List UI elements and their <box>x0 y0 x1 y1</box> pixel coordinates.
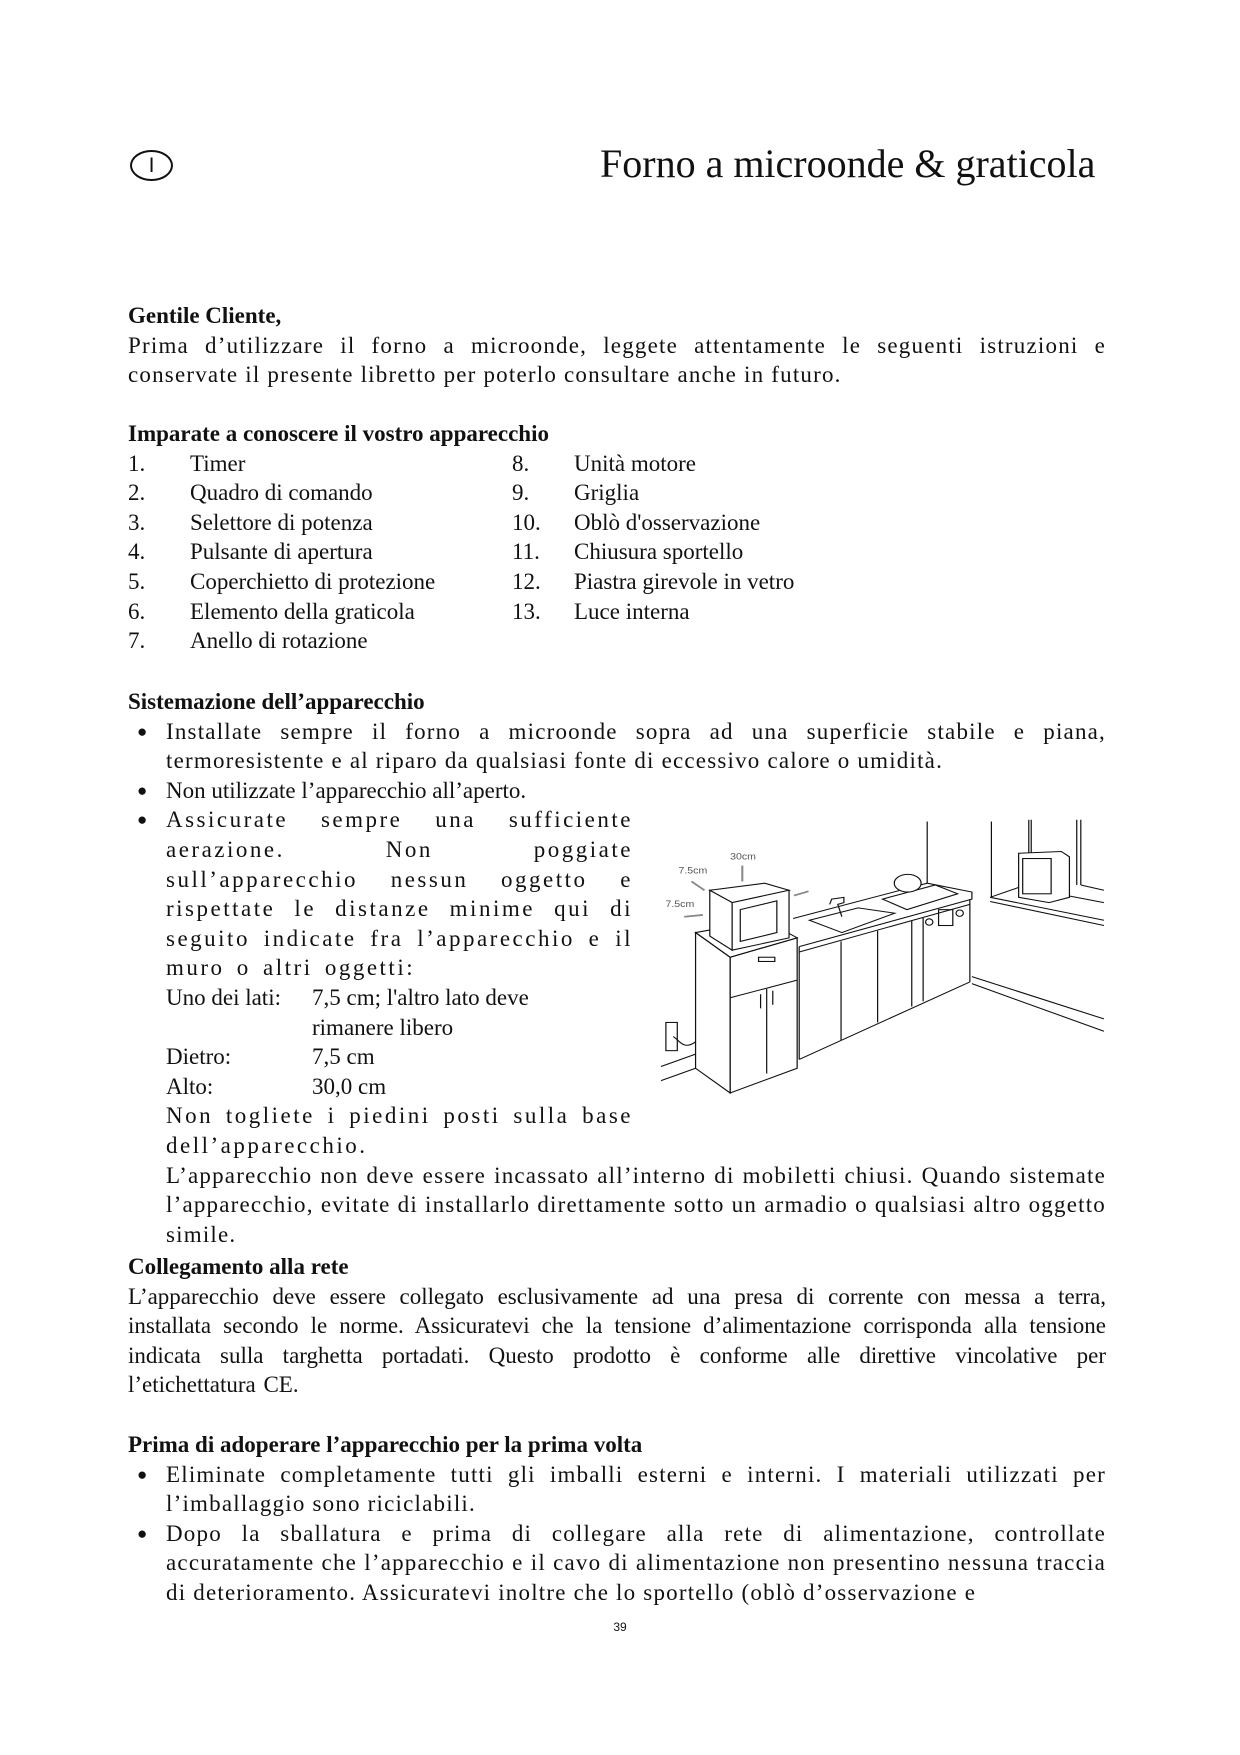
part-number: 3. <box>128 509 146 535</box>
part-number: 12. <box>512 568 541 594</box>
part-label: Pulsante di apertura <box>190 539 373 565</box>
greeting-text: Prima d’utilizzare il forno a microonde, leggete attentamente le seguenti istruzioni e conservate il presente libretto per poterlo consultare anche in futuro. <box>128 332 1106 388</box>
language-badge: I <box>130 150 173 181</box>
power-outlet <box>666 1022 677 1050</box>
distance-value: 7,5 cm; l'altro lato deve <box>312 984 529 1010</box>
counter <box>793 874 972 1059</box>
first-use-section <box>128 1430 1106 1608</box>
figure-label-side: 7.5cm <box>678 866 708 877</box>
connection-text: L’apparecchio deve essere collegato esclusivamente ad una presa di corrente con messa a terra, installata secondo le norme. Assicuratevi che la tensione d’alimentazione corrisponda alla tensione indicata sulla targhetta portadati. Questo prodotto è conforme alle direttive vincolative per l’etichettatura CE. <box>128 1283 1106 1398</box>
bullet-text: Assicurate sempre una sufficiente aerazione. Non poggiate sull’apparecchio nessun oggetto e rispettate le distanze minime qui di seguito indicate fra l’apparecchio e il muro o altri oggetti: <box>166 807 633 981</box>
parts-section <box>128 419 1106 656</box>
part-label: Unità motore <box>574 450 696 476</box>
bullet-text: Eliminate completamente tutti gli imballi esterni e interni. I materiali utilizzati per l’imballaggio sono riciclabili. <box>166 1461 1106 1517</box>
part-label: Piastra girevole in vetro <box>574 568 795 594</box>
first-use-heading: Prima di adoperare l’apparecchio per la prima volta <box>128 1432 643 1457</box>
distance-label: Alto: <box>166 1073 214 1099</box>
part-number: 11. <box>512 539 540 565</box>
part-number: 9. <box>512 480 530 506</box>
bullet-text: Non utilizzate l’apparecchio all’aperto. <box>166 777 527 803</box>
first-use-bullet <box>128 1460 1106 1519</box>
bullet-text: Dopo la sballatura e prima di collegare alla rete di alimentazione, controllate accuratamente che l’apparecchio e il cavo di alimentazione non presentino nessuna traccia di deterioramento. Assicuratevi inoltre che lo sportello (oblò d’osservazione e <box>166 1520 1106 1605</box>
distance-value: 30,0 cm <box>312 1073 387 1099</box>
bullet-icon: ● <box>137 780 148 800</box>
part-number: 5. <box>128 568 146 594</box>
kitchen-installation-figure <box>659 818 1106 1100</box>
part-label: Chiusura sportello <box>574 539 744 565</box>
part-label: Oblò d'osservazione <box>574 509 761 535</box>
part-label: Quadro di comando <box>190 480 373 506</box>
bullet-icon: ● <box>137 1523 149 1543</box>
pot <box>894 874 921 892</box>
connection-heading: Collegamento alla rete <box>128 1254 349 1279</box>
microwave <box>710 883 789 950</box>
figure-label-back: 7.5cm <box>665 899 695 910</box>
placement-bullet <box>128 717 1106 776</box>
feet-note: Non togliete i piedini posti sulla base dell’apparecchio. <box>166 1103 633 1158</box>
part-label: Anello di rotazione <box>190 628 368 654</box>
distance-value: 7,5 cm <box>312 1044 375 1070</box>
cabinet-note: L’apparecchio non deve essere incassato all’interno di mobiletti chiusi. Quando sistemate l’apparecchio, evitate di installarlo direttamente sotto un armadio o qualsiasi altro oggetto simile. <box>166 1162 1106 1247</box>
page-number: 39 <box>613 1620 627 1634</box>
figure-label-top: 30cm <box>730 852 756 863</box>
parts-heading: Imparate a conoscere il vostro apparecchio <box>128 421 549 446</box>
power-cord <box>673 1037 695 1046</box>
part-number: 7. <box>128 628 146 654</box>
part-number: 2. <box>128 480 146 506</box>
bullet-text: Installate sempre il forno a microonde sopra ad una superficie stabile e piana, termoresistente e al riparo da qualsiasi fonte di eccessivo calore o umidità. <box>166 718 1106 774</box>
part-number: 4. <box>128 539 146 565</box>
distance-label: Uno dei lati: <box>166 984 281 1010</box>
part-number: 6. <box>128 598 146 624</box>
first-use-bullet <box>128 1519 1106 1608</box>
placement-heading: Sistemazione dell’apparecchio <box>128 689 425 714</box>
bullet-icon: ● <box>137 1464 149 1484</box>
greeting-section <box>128 301 1106 390</box>
tv <box>1019 851 1070 902</box>
distance-value: rimanere libero <box>312 1014 454 1040</box>
part-label: Selettore di potenza <box>190 509 373 535</box>
part-label: Griglia <box>574 480 640 506</box>
parts-list-item <box>128 626 1106 656</box>
part-number: 8. <box>512 450 530 476</box>
bullet-icon: ● <box>137 721 149 741</box>
placement-bullet <box>128 776 1106 806</box>
part-label: Elemento della graticola <box>190 598 415 624</box>
connection-section <box>128 1252 1106 1400</box>
part-label: Coperchietto di protezione <box>190 568 436 594</box>
part-number: 1. <box>128 450 146 476</box>
part-number: 13. <box>512 598 541 624</box>
greeting-heading: Gentile Cliente, <box>128 303 282 328</box>
bullet-icon: ● <box>137 810 148 830</box>
part-label: Timer <box>190 450 246 476</box>
part-number: 10. <box>512 509 541 535</box>
part-label: Luce interna <box>574 598 690 624</box>
page-title: Forno a microonde & graticola <box>600 141 1096 186</box>
distance-label: Dietro: <box>166 1044 232 1070</box>
